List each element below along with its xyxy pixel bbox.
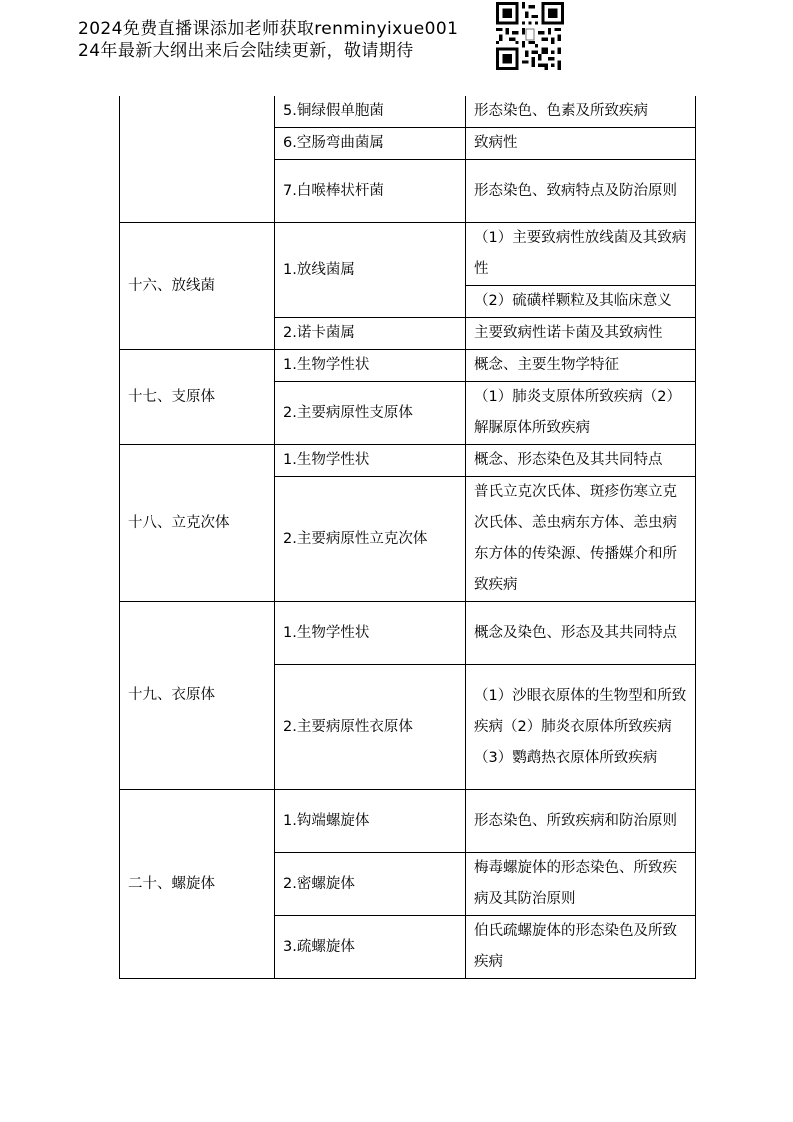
unit-cell: 5.铜绿假单胞菌 <box>275 96 466 128</box>
section-cell: 十八、立克次体 <box>120 445 275 602</box>
table-row <box>120 602 696 665</box>
points-cell: （1）主要致病性放线菌及其致病性 <box>466 223 696 286</box>
points-cell: 伯氏疏螺旋体的形态染色及所致疾病 <box>466 916 696 979</box>
unit-cell: 1.放线菌属 <box>275 223 466 318</box>
qr-code-icon <box>496 2 564 70</box>
unit-cell: 1.生物学性状 <box>275 445 466 477</box>
unit-cell: 2.主要病原性衣原体 <box>275 665 466 790</box>
points-cell: （1）沙眼衣原体的生物型和所致疾病（2）肺炎衣原体所致疾病（3）鹦鹉热衣原体所致疾病 <box>466 665 696 790</box>
points-cell: （1）肺炎支原体所致疾病（2）解脲原体所致疾病 <box>466 382 696 445</box>
points-cell: 形态染色、所致疾病和防治原则 <box>466 790 696 853</box>
unit-cell: 1.生物学性状 <box>275 602 466 665</box>
table-row <box>120 350 696 382</box>
points-cell: 概念、形态染色及其共同特点 <box>466 445 696 477</box>
header-line-2: 24年最新大纲出来后会陆续更新，敬请期待 <box>78 41 414 61</box>
unit-cell: 1.生物学性状 <box>275 350 466 382</box>
unit-cell: 7.白喉棒状杆菌 <box>275 160 466 223</box>
section-cell: 十七、支原体 <box>120 350 275 445</box>
header-line-1: 2024免费直播课添加老师获取renminyixue001 <box>78 19 459 39</box>
points-cell: 形态染色、致病特点及防治原则 <box>466 160 696 223</box>
section-cell <box>120 96 275 223</box>
unit-cell: 2.主要病原性立克次体 <box>275 477 466 602</box>
points-cell: 概念及染色、形态及其共同特点 <box>466 602 696 665</box>
table-row <box>120 790 696 853</box>
points-cell: 梅毒螺旋体的形态染色、所致疾病及其防治原则 <box>466 853 696 916</box>
syllabus-table <box>119 96 696 979</box>
table-row <box>120 96 696 128</box>
unit-cell: 3.疏螺旋体 <box>275 916 466 979</box>
unit-cell: 2.主要病原性支原体 <box>275 382 466 445</box>
unit-cell: 2.诺卡菌属 <box>275 318 466 350</box>
points-cell: 形态染色、色素及所致疾病 <box>466 96 696 128</box>
table-row <box>120 223 696 286</box>
points-cell: （2）硫磺样颗粒及其临床意义 <box>466 286 696 318</box>
page-header <box>78 18 488 62</box>
unit-cell: 2.密螺旋体 <box>275 853 466 916</box>
table-row <box>120 445 696 477</box>
points-cell: 概念、主要生物学特征 <box>466 350 696 382</box>
unit-cell: 6.空肠弯曲菌属 <box>275 128 466 160</box>
points-cell: 普氏立克次氏体、斑疹伤寒立克次氏体、恙虫病东方体、恙虫病东方体的传染源、传播媒介和所致疾病 <box>466 477 696 602</box>
points-cell: 致病性 <box>466 128 696 160</box>
section-cell: 二十、螺旋体 <box>120 790 275 979</box>
section-cell: 十六、放线菌 <box>120 223 275 350</box>
section-cell: 十九、衣原体 <box>120 602 275 790</box>
unit-cell: 1.钩端螺旋体 <box>275 790 466 853</box>
points-cell: 主要致病性诺卡菌及其致病性 <box>466 318 696 350</box>
